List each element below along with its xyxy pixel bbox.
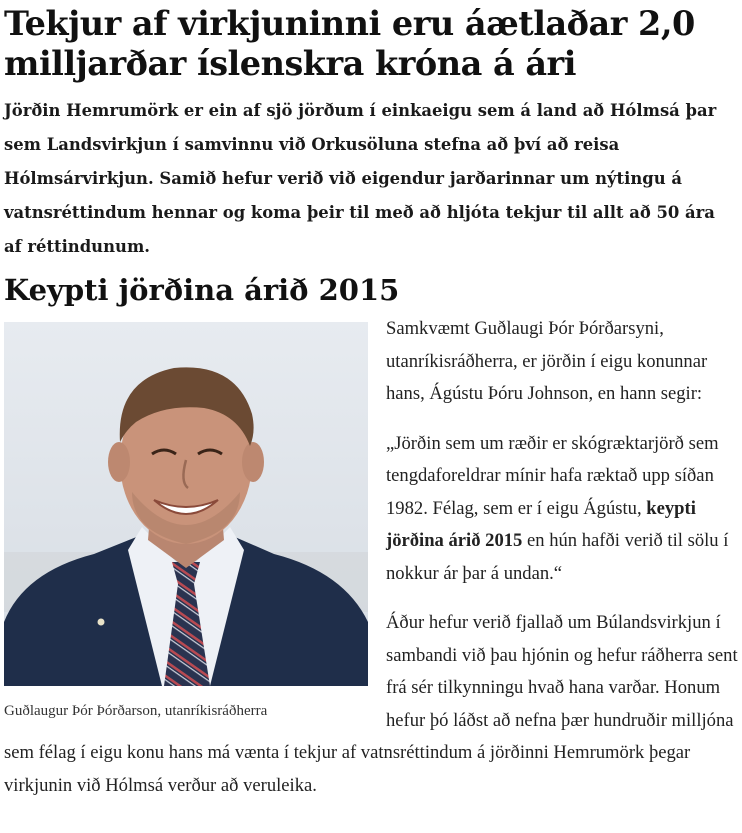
photo-caption: Guðlaugur Þór Þórðarson, utanríkisráðherra [4, 703, 268, 719]
lapel-pin [98, 619, 105, 626]
body-paragraph: Samkvæmt Guðlaugi Þór Þórðarsyni, utanríkisráðherra, er jörðin í eigu konunnar hans, Ágústu Þóru Johnson, en hann segir: [386, 318, 708, 404]
portrait-photo [4, 322, 368, 686]
section-heading: Keypti jörðina árið 2015 [4, 273, 400, 307]
body-paragraph: Áður hefur verið fjallað um Búlandsvirkjun í sambandi við þau hjónin og hefur ráðherra sent frá sér tilkynningu hvað hana varðar. Honum hefur þó láðst að nefna þær hundruðir milljóna sem félag í eigu konu hans má vænta í tekjur af vatnsréttindum á jörðinni Hemrumörk þegar virkjunin við Hólmsá verður að veruleika. [4, 612, 738, 796]
quote-text: „Jörðin sem um ræðir er skógræktarjörð sem tengdaforeldrar mínir hafa ræktað upp síðan 1982. Félag, sem er í eigu Ágústu, [386, 432, 719, 519]
article-headline: Tekjur af virkjuninni eru áætlaðar 2,0 milljarðar íslenskra króna á ári [4, 4, 695, 83]
article [0, 4, 742, 802]
quote-bold-text: keypti jörðina árið 2015 [386, 497, 696, 551]
article-lead: Jörðin Hemrumörk er ein af sjö jörðum í einkaeigu sem á land að Hólmsá þar sem Landsvirkjun í samvinnu við Orkusöluna stefna að því að reisa Hólmsárvirkjun. Samið hefur verið við eigendur jarðarinnar um nýtingu á vatnsréttindum hennar og koma þeir til með að hljóta tekjur til allt að 50 ára af réttindunum. [4, 101, 717, 256]
photo-figure [4, 322, 368, 728]
quote-text-end: en hún hafði verið til sölu í nokkur ár þar á undan.“ [386, 530, 729, 584]
